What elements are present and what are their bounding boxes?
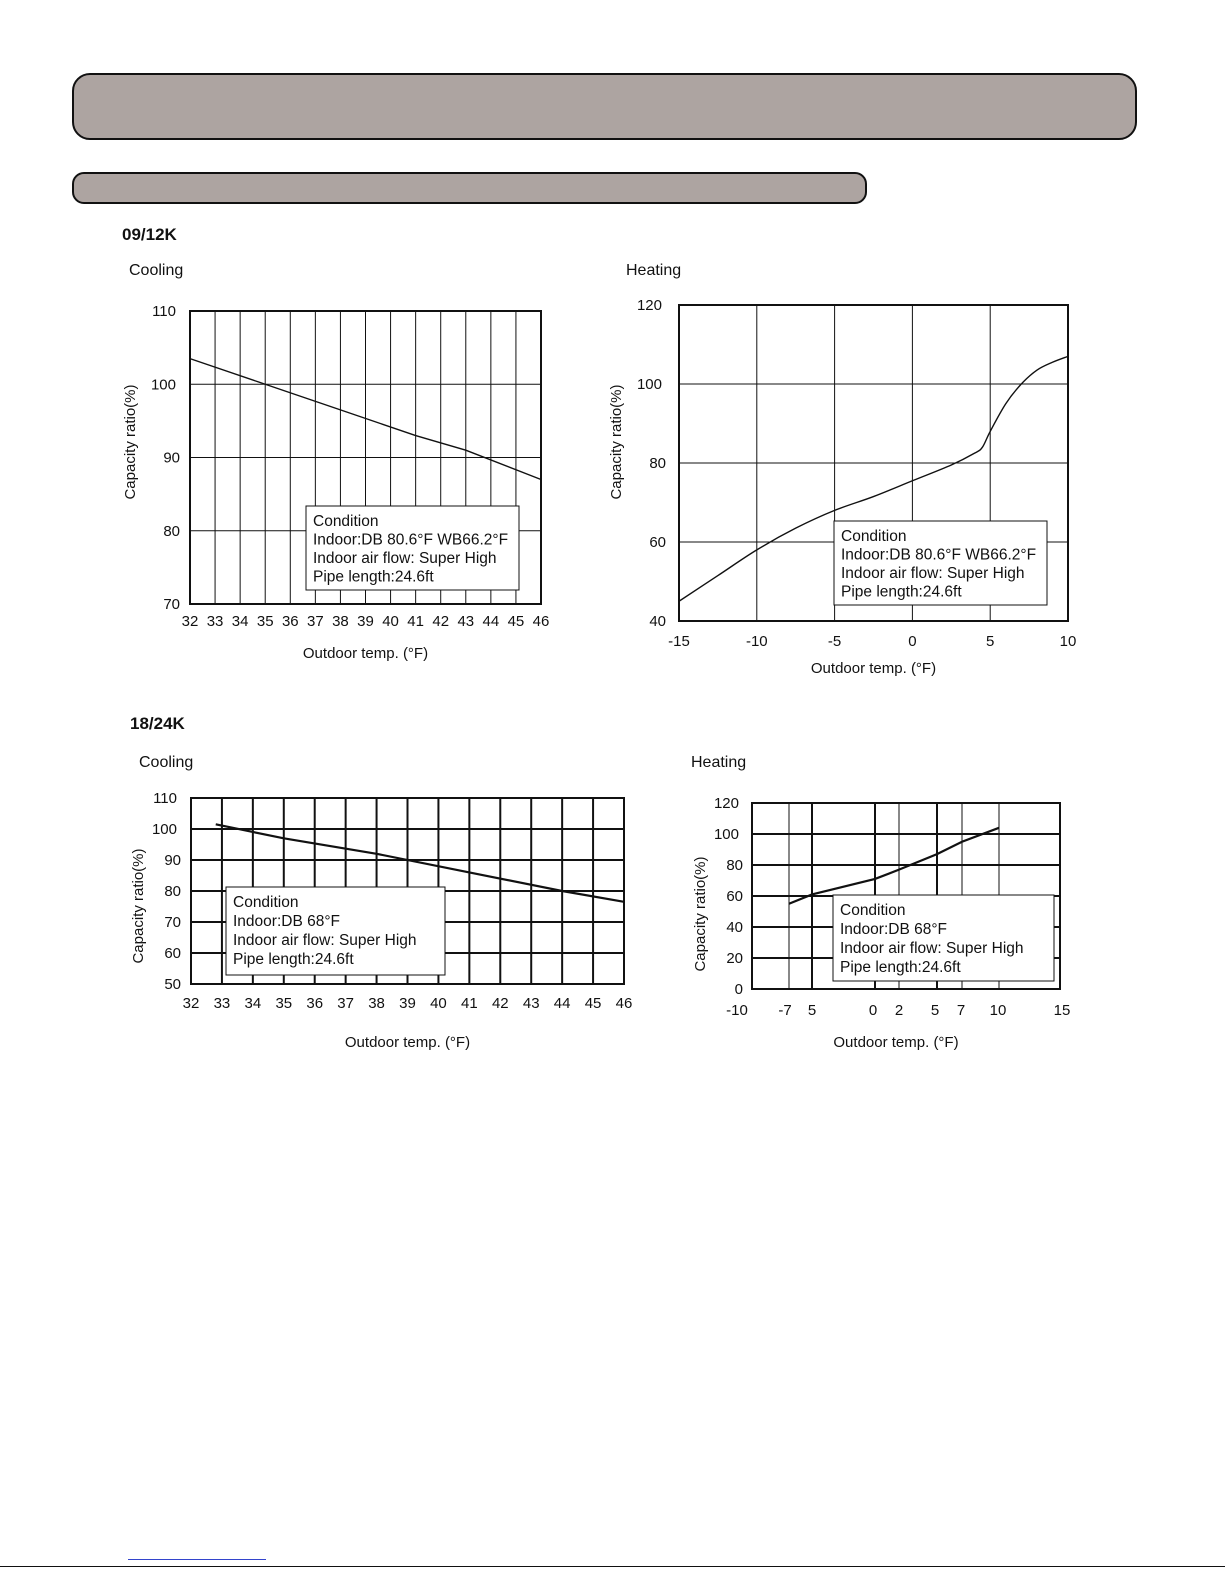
chart4-xtick-label: 15	[1053, 1002, 1071, 1019]
chart4-condition-text: Indoor air flow: Super High	[840, 940, 1024, 957]
chart1-condition-text: Condition	[313, 513, 379, 530]
chart4-xtick-label: 5	[930, 1002, 940, 1019]
chart4-ytick-label: 80	[726, 857, 743, 874]
chart2-condition-text: Indoor air flow: Super High	[841, 565, 1025, 582]
chart1-condition-text: Pipe length:24.6ft	[313, 568, 434, 586]
chart1-ytick-label: 80	[163, 522, 180, 540]
chart3-xtick-label: 37	[337, 995, 354, 1012]
chart3-xtick-label: 40	[430, 995, 447, 1012]
chart3-xtick-label: 38	[368, 995, 385, 1012]
chart1-xtick-label: 35	[256, 613, 274, 630]
chart1-ytick-label: 70	[163, 596, 180, 613]
chart1-xtick-label: 40	[382, 613, 399, 630]
chart3-xtick-label: 45	[584, 995, 602, 1012]
chart2-xtick-label: 0	[908, 633, 917, 650]
chart4-ytick-label: 0	[734, 981, 743, 998]
chart4-condition-text: Condition	[840, 902, 906, 919]
chart2-ytick-label: 120	[636, 297, 662, 314]
chart2-condition-text: Pipe length:24.6ft	[841, 583, 962, 601]
chart2-condition-text: Indoor:DB 80.6°F WB66.2°F	[841, 546, 1037, 564]
chart3-condition-text: Indoor:DB 68°F	[233, 913, 341, 930]
chart3-condition-text: Indoor air flow: Super High	[233, 932, 417, 949]
chart3-x-axis-title: Outdoor temp. (°F)	[344, 1034, 471, 1051]
chart1-xtick-label: 38	[332, 613, 349, 630]
chart1-xtick-label: 39	[357, 613, 374, 630]
chart3-xtick-label: 44	[553, 995, 571, 1012]
model-label-09-12k: 09/12K	[122, 225, 177, 244]
chart2-xtick-label: -10	[745, 633, 768, 650]
chart3-ytick-label: 80	[164, 883, 181, 900]
chart1-condition-text: Indoor air flow: Super High	[313, 550, 497, 567]
chart3-xtick-label: 39	[399, 995, 416, 1012]
chart3-ytick-label: 90	[164, 852, 181, 869]
chart3-ytick-label: 60	[164, 945, 181, 962]
chart1-xtick-label: 34	[231, 613, 249, 630]
chart1-xtick-label: 33	[206, 613, 224, 630]
chart4-xtick-label: -7	[778, 1002, 792, 1019]
chart4-x-axis-title: Outdoor temp. (°F)	[833, 1034, 959, 1051]
chart2-x-axis-title: Outdoor temp. (°F)	[810, 660, 937, 677]
chart2-xtick-label: -15	[668, 633, 690, 650]
chart1-ytick-label: 100	[150, 376, 176, 394]
chart3-xtick-label: 32	[182, 995, 200, 1012]
chart-title-heating-1: Heating	[626, 262, 682, 279]
chart4-xtick-label: 5	[807, 1002, 817, 1019]
chart4-xtick-label: 7	[956, 1002, 966, 1019]
chart3-xtick-label: 42	[491, 995, 509, 1012]
footer-link-underline	[128, 1559, 266, 1560]
chart4-condition-text: Pipe length:24.6ft	[840, 959, 961, 976]
chart1-xtick-label: 44	[482, 613, 500, 630]
chart1-xtick-label: 37	[307, 613, 324, 630]
chart3-condition-text: Pipe length:24.6ft	[233, 951, 354, 968]
chart3-y-axis-title: Capacity ratio(%)	[130, 848, 147, 964]
chart3-xtick-label: 43	[522, 995, 540, 1012]
chart4-xtick-label: 0	[868, 1002, 878, 1019]
chart2-ytick-label: 100	[636, 376, 662, 393]
chart1-xtick-label: 41	[407, 613, 424, 630]
chart1-xtick-label: 46	[532, 613, 550, 630]
model-label-18-24k: 18/24K	[130, 714, 185, 733]
chart4-ytick-label: 20	[726, 950, 743, 967]
chart4-y-axis-title: Capacity ratio(%)	[692, 856, 709, 972]
chart1-xtick-label: 32	[181, 613, 199, 630]
chart3-condition-text: Condition	[233, 894, 299, 911]
chart2-ytick-label: 80	[649, 455, 666, 472]
chart-title-cooling-2: Cooling	[139, 754, 194, 771]
chart4-ytick-label: 100	[713, 826, 739, 843]
chart1-xtick-label: 45	[507, 613, 525, 630]
chart2-ytick-label: 40	[649, 613, 666, 630]
chart1-ytick-label: 90	[163, 449, 180, 467]
chart2-ytick-label: 60	[649, 534, 666, 551]
chart2-condition-text: Condition	[841, 528, 907, 545]
chart4-condition-text: Indoor:DB 68°F	[840, 921, 948, 938]
footer-rule	[0, 1566, 1225, 1567]
chart1-condition-text: Indoor:DB 80.6°F WB66.2°F	[313, 531, 509, 549]
chart4-ytick-label: 40	[726, 919, 743, 936]
chart3-xtick-label: 35	[275, 995, 293, 1012]
chart4-xtick-label: -10	[726, 1002, 748, 1019]
chart2-y-axis-title: Capacity ratio(%)	[608, 384, 625, 500]
chart1-xtick-label: 43	[457, 613, 475, 630]
chart3-ytick-label: 110	[153, 790, 177, 807]
chart3-ytick-label: 50	[164, 976, 181, 993]
chart4-xtick-label: 2	[894, 1002, 904, 1019]
chart4-ytick-label: 60	[726, 888, 743, 905]
chart3-xtick-label: 36	[306, 995, 324, 1012]
chart3-xtick-label: 46	[615, 995, 633, 1012]
chart1-xtick-label: 42	[432, 613, 450, 630]
chart4-xtick-label: 10	[989, 1002, 1007, 1019]
chart3-xtick-label: 41	[461, 995, 478, 1012]
chart-title-heating-2: Heating	[691, 754, 747, 771]
chart1-x-axis-title: Outdoor temp. (°F)	[302, 645, 429, 662]
chart2-xtick-label: 5	[986, 633, 995, 650]
chart3-xtick-label: 33	[213, 995, 231, 1012]
chart2-xtick-label: -5	[827, 633, 842, 650]
chart3-ytick-label: 70	[164, 914, 181, 931]
chart3-ytick-label: 100	[151, 821, 177, 838]
chart1-y-axis-title: Capacity ratio(%)	[122, 384, 139, 500]
chart3-xtick-label: 34	[244, 995, 262, 1012]
chart-title-cooling-1: Cooling	[129, 262, 184, 279]
chart1-ytick-label: 110	[152, 303, 176, 320]
chart1-xtick-label: 36	[281, 613, 299, 630]
chart4-ytick-label: 120	[713, 795, 739, 812]
chart2-xtick-label: 10	[1059, 633, 1077, 650]
